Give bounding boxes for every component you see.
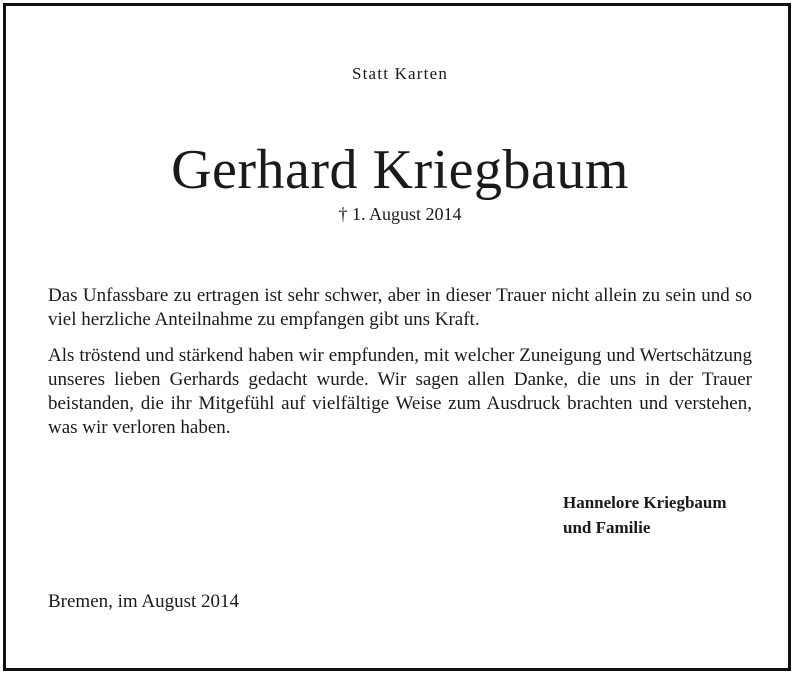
heading-note: Statt Karten [351,64,449,83]
notice-border [3,3,791,671]
place-date: Bremen, im August 2014 [48,591,240,612]
deceased-name: Gerhard Kriegbaum [171,139,629,201]
signature-family: und Familie [563,518,651,537]
paragraph-thanks: Als tröstend und stärkend haben wir empfunden, mit welcher Zuneigung und Wertschätzung unseres lieben Gerhards gedacht wurde. Wir sagen allen Danke, die uns in der Trauer beistanden, die ihr Mitgefühl auf vielfältige Weise zum Ausdruck brachten und verstehen, was wir verloren haben. [48,345,752,438]
death-date: † 1. August 2014 [338,204,462,224]
paragraph-gratitude: Das Unfassbare zu ertragen ist sehr schwer, aber in dieser Trauer nicht allein zu sein und so viel herzliche Anteilnahme zu empfangen gibt uns Kraft. [48,285,752,330]
signature-name: Hannelore Kriegbaum [563,493,727,512]
signature [563,490,727,540]
